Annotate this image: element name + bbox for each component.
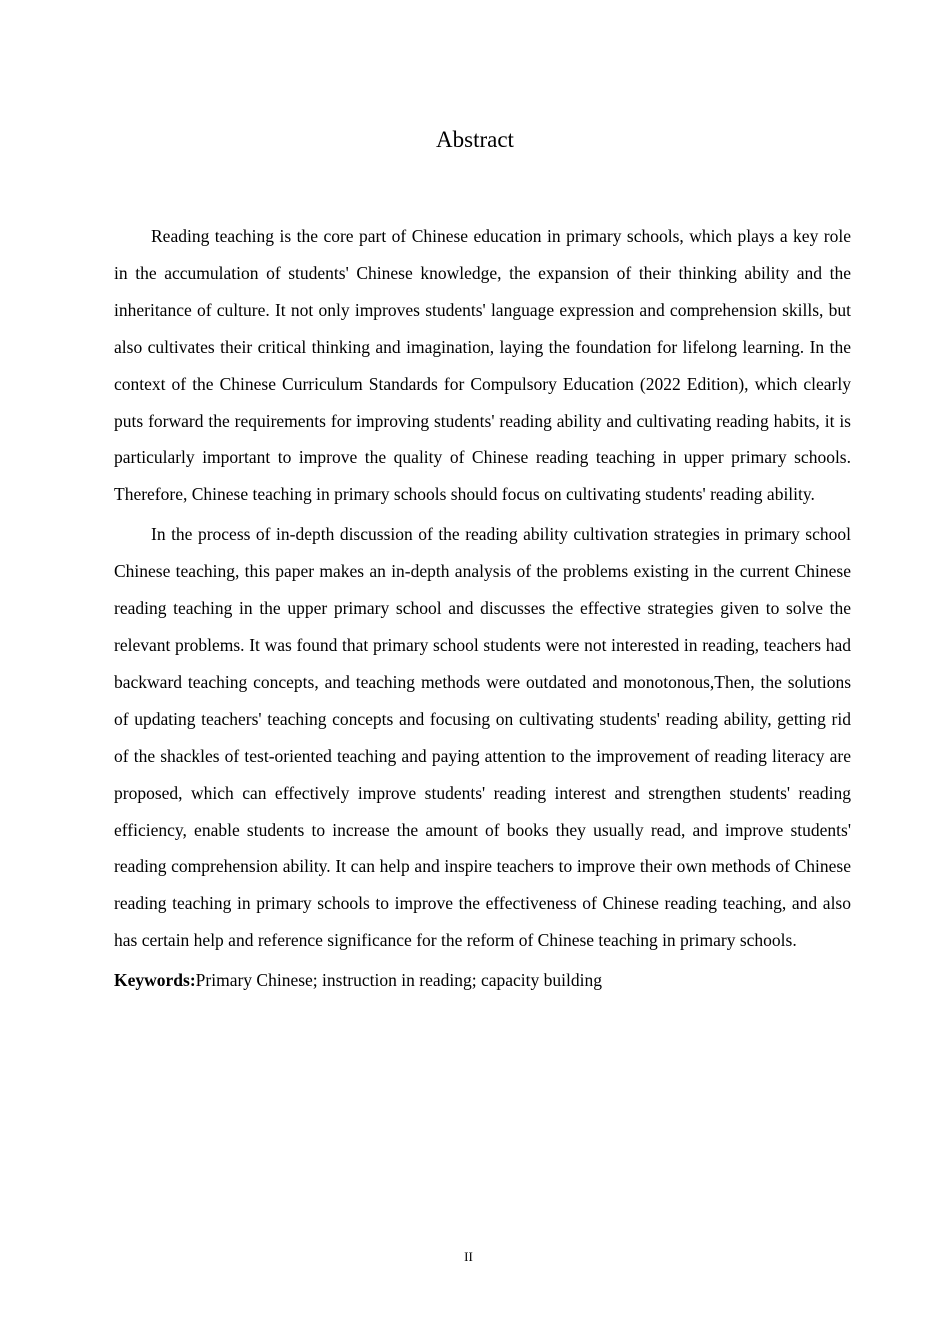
abstract-title: Abstract <box>436 127 514 152</box>
page-number: II <box>464 1249 473 1264</box>
keywords-line <box>114 962 851 999</box>
keywords-label: Keywords: <box>114 970 196 991</box>
abstract-paragraph-2: In the process of in-depth discussion of the reading ability cultivation strategies in primary school Chinese teaching, this paper makes an in-depth analysis of the problems existing in the current Chinese reading teaching in the upper primary school and discusses the effective strategies given to solve the relevant problems. It was found that primary school students were not interested in reading, teachers had backward teaching concepts, and teaching methods were outdated and monotonous,Then, the solutions of updating teachers' teaching concepts and focusing on cultivating students' reading ability, getting rid of the shackles of test-oriented teaching and paying attention to the improvement of reading literacy are proposed, which can effectively improve students' reading interest and strengthen students' reading efficiency, enable students to increase the amount of books they usually read, and improve students' reading comprehension ability. It can help and inspire teachers to improve their own methods of Chinese reading teaching in primary schools to improve the effectiveness of Chinese reading teaching, and also has certain help and reference significance for the reform of Chinese teaching in primary schools. <box>114 524 851 951</box>
keywords-text: Primary Chinese; instruction in reading; capacity building <box>195 970 602 991</box>
abstract-body <box>114 218 851 999</box>
abstract-paragraph-1: Reading teaching is the core part of Chinese education in primary schools, which plays a key role in the accumulation of students' Chinese knowledge, the expansion of their thinking ability and the inheritance of culture. It not only improves students' language expression and comprehension skills, but also cultivates their critical thinking and imagination, laying the foundation for lifelong learning. In the context of the Chinese Curriculum Standards for Compulsory Education (2022 Edition), which clearly puts forward the requirements for improving students' reading ability and cultivating reading habits, it is particularly important to improve the quality of Chinese reading teaching in upper primary schools. Therefore, Chinese teaching in primary schools should focus on cultivating students' reading ability. <box>114 226 851 505</box>
